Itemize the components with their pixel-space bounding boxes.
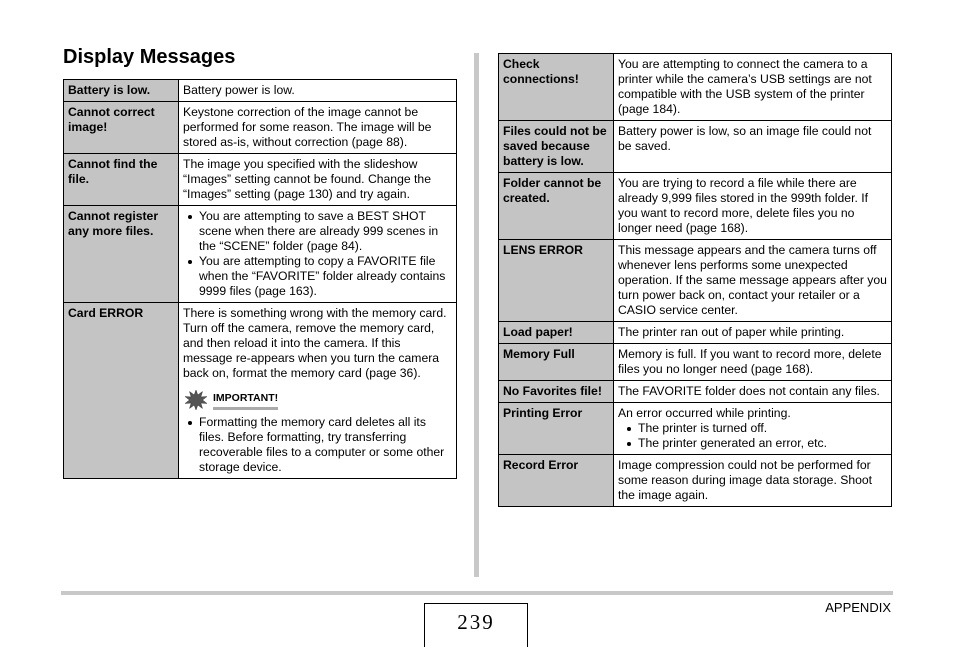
message-term: Record Error <box>499 455 614 507</box>
table-row <box>499 381 892 403</box>
message-description <box>179 303 457 479</box>
table-row <box>499 121 892 173</box>
message-description: The FAVORITE folder does not contain any files. <box>614 381 892 403</box>
table-row <box>64 80 457 102</box>
message-term: Card ERROR <box>64 303 179 479</box>
message-description: Image compression could not be performed for some reason during image data storage. Shoot the image again. <box>614 455 892 507</box>
bullet-item: Formatting the memory card deletes all its files. Before formatting, try transferring recoverable files to a computer or some other storage device. <box>199 415 452 475</box>
message-term: Folder cannot be created. <box>499 173 614 240</box>
message-term: Cannot correct image! <box>64 102 179 154</box>
messages-table-left <box>63 79 457 479</box>
table-row <box>64 102 457 154</box>
message-description: Battery power is low, so an image file could not be saved. <box>614 121 892 173</box>
message-description <box>614 403 892 455</box>
table-row <box>499 240 892 322</box>
section-label: APPENDIX <box>825 600 891 615</box>
message-term: Printing Error <box>499 403 614 455</box>
table-row <box>499 173 892 240</box>
page-number: 239 <box>424 603 528 647</box>
message-description: Keystone correction of the image cannot be performed for some reason. The image will be stored as-is, without correction (page 88). <box>179 102 457 154</box>
important-label: IMPORTANT! <box>213 391 278 410</box>
bullet-item: You are attempting to save a BEST SHOT scene when there are already 999 scenes in the “SCENE” folder (page 84). <box>199 209 452 254</box>
message-description: The image you specified with the slideshow “Images” setting cannot be found. Change the “Images” setting (page 130) and try again. <box>179 154 457 206</box>
footer-rule <box>61 591 893 595</box>
message-term: Cannot find the file. <box>64 154 179 206</box>
important-note-header <box>183 389 452 411</box>
table-row <box>64 154 457 206</box>
page-title: Display Messages <box>63 46 236 68</box>
message-description <box>179 206 457 303</box>
message-term: Files could not be saved because battery is low. <box>499 121 614 173</box>
table-row <box>64 206 457 303</box>
important-burst-icon <box>183 389 209 411</box>
message-description: You are attempting to connect the camera to a printer while the camera’s USB settings are not compatible with the USB system of the printer (page 184). <box>614 54 892 121</box>
message-term: Load paper! <box>499 322 614 344</box>
bullet-item: The printer is turned off. <box>638 421 887 436</box>
messages-table-right <box>498 53 892 507</box>
table-row <box>499 54 892 121</box>
column-divider <box>474 53 479 577</box>
message-term: Memory Full <box>499 344 614 381</box>
bullet-list <box>183 209 452 299</box>
important-bullet-list <box>183 415 452 475</box>
table-row <box>499 455 892 507</box>
description-text: An error occurred while printing. <box>618 406 791 420</box>
table-row <box>499 344 892 381</box>
message-term: No Favorites file! <box>499 381 614 403</box>
message-term: LENS ERROR <box>499 240 614 322</box>
table-row <box>64 303 457 479</box>
message-description: Battery power is low. <box>179 80 457 102</box>
bullet-item: The printer generated an error, etc. <box>638 436 887 451</box>
message-term: Cannot register any more files. <box>64 206 179 303</box>
message-description: You are trying to record a file while there are already 9,999 files stored in the 999th folder. If you want to record more, delete files you no longer need (page 168). <box>614 173 892 240</box>
bullet-list <box>618 421 887 451</box>
message-description: This message appears and the camera turns off whenever lens performs some unexpected operation. If the same message appears after you turn power back on, contact your retailer or a CASIO service center. <box>614 240 892 322</box>
message-description: Memory is full. If you want to record more, delete files you no longer need (page 168). <box>614 344 892 381</box>
bullet-item: You are attempting to copy a FAVORITE file when the “FAVORITE” folder already contains 9999 files (page 163). <box>199 254 452 299</box>
message-description: The printer ran out of paper while printing. <box>614 322 892 344</box>
description-text: There is something wrong with the memory card. Turn off the camera, remove the memory card, and then reload it into the camera. If this message re-appears when you turn the camera back on, format the memory card (page 36). <box>183 306 447 380</box>
message-term: Battery is low. <box>64 80 179 102</box>
table-row <box>499 403 892 455</box>
message-term: Check connections! <box>499 54 614 121</box>
table-row <box>499 322 892 344</box>
